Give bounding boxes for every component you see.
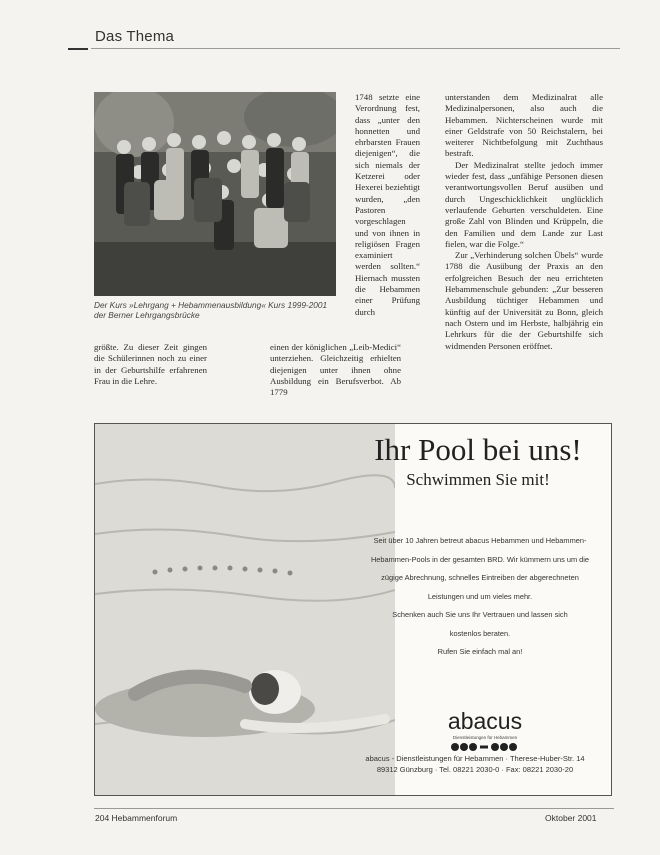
group-photo (94, 92, 336, 296)
ad-body-line: kostenlos beraten. (449, 628, 511, 638)
ad-body-line: zügige Abrechnung, schnelles Eintreiben der abgerechneten (381, 573, 579, 582)
abacus-logo-shapes (450, 742, 524, 752)
ad-contact (325, 754, 612, 775)
advertisement (94, 423, 612, 796)
ad-headline: Ihr Pool bei uns! (374, 432, 582, 467)
group-photo-image (94, 92, 336, 296)
article-paragraph: 1748 setzte eine Verordnung fest, dass „unter den honnetten und ehrbarsten Frauen diejenigen“, die sich niemals der Ketzerei oder Hexerei beziehtigt wurden, „den Pastoren vorgeschlagen und von ihnen in religiösen Fragen examiniert werden sollten.“ Hiernach mussten die Hebammen einer Prüfung durch (355, 92, 420, 317)
abacus-logo: abacus (447, 708, 523, 734)
ad-body-line: Rufen Sie einfach mal an! (437, 647, 523, 656)
ad-body-text (335, 532, 612, 662)
section-rule (91, 48, 620, 49)
photo-caption: Der Kurs »Lehrgang + Hebammenausbildung« Kurs 1999-2001 der Berner Lehrgangsbrücke (94, 300, 328, 320)
footer-rule (94, 808, 614, 809)
ad-body-line: Leistungen und um vieles mehr. (427, 591, 533, 601)
footer-page-info: 204 Hebammenforum (95, 813, 178, 823)
section-title: Das Thema (95, 28, 175, 45)
article-paragraph: einen der königlichen „Leib-Medici“ unterziehen. Gleichzeitig erhielten diejenigen unter ihnen ohne Ausbildung ein Berufsverbot. Ab 1779 (270, 342, 401, 398)
section-mark (68, 48, 88, 50)
ad-body-line: Seit über 10 Jahren betreut abacus Hebammen und Hebammen- (373, 536, 587, 545)
ad-body-line: Hebammen-Pools in der gesamten BRD. Wir kümmern uns um die (370, 554, 590, 564)
article-paragraph: Der Medizinalrat stellte jedoch immer wieder fest, dass „unfähige Personen diesen verantwortungsvollen Beruf ausüben und durch Ungeschicklichkeit unglücklich verlaufende Geburten verschuldeten. Eine große Zahl von Blinden und Krüppeln, die den Familien und dem Lande zur Last fielen, war die Folge.“ (445, 159, 603, 249)
article-column-left (94, 342, 207, 387)
abacus-tagline: Dienstleistungen für Hebammen (452, 735, 518, 740)
ad-contact-line: abacus - Dienstleistungen für Hebammen · Therese-Huber-Str. 14 (365, 754, 585, 763)
footer-date: Oktober 2001 (545, 813, 597, 823)
article-paragraph: größte. Zu dieser Zeit gingen die Schülerinnen noch zu einer in der Geburtshilfe erfahrenen Frau in die Lehre. (94, 342, 207, 386)
ad-subheadline: Schwimmen Sie mit! (406, 470, 550, 489)
ad-contact-line: 89312 Günzburg · Tel. 08221 2030-0 · Fax: 08221 2030-20 (376, 764, 574, 774)
article-column-middle-bottom (270, 342, 401, 398)
article-column-right (445, 92, 603, 352)
article-column-middle-top (355, 92, 420, 318)
article-paragraph: unterstanden dem Medizinalrat alle Medizinalpersonen, also auch die Hebammen. Nichterscheinen wurde mit einer Geldstrafe von 50 Reichstalern, bei weiterer Nichtbefolgung mit Zuchthaus bestraft. (445, 92, 603, 159)
article-paragraph: Zur „Verhinderung solchen Übels“ wurde 1788 die Ausübung der Praxis an den erfolgreichen Besuch der neu errichteten Hebammenschule gebunden: „Zur besseren Ausbildung tüchtiger Hebammen und künftig auf der Universität zu Bonn, gleich nach Ostern und im Herbste, halbjährig ein Lehrkurs für die der Geburtshilfe sich widmenden Personen eröffnet. (445, 250, 603, 351)
ad-body-line: Schenken auch Sie uns Ihr Vertrauen und lassen sich (392, 610, 568, 619)
